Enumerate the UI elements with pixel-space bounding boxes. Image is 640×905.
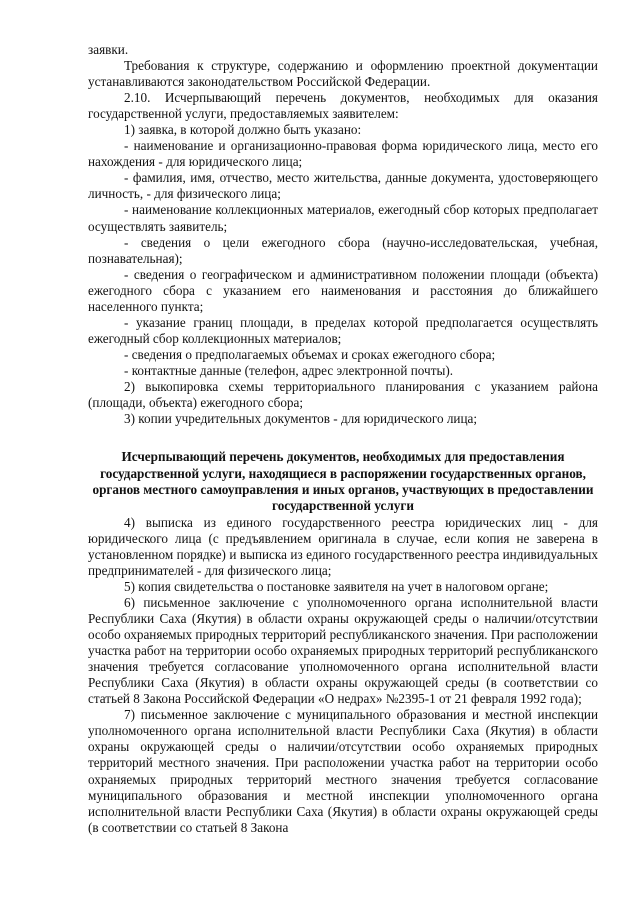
section-heading: Исчерпывающий перечень документов, необходимых для предоставления государственной услуги, находящиеся в распоряжении государственных органов, органов местного самоуправления и иных органов, участвующих в предоставлении государственной услуги bbox=[92, 449, 594, 514]
paragraph-list-top bbox=[88, 42, 598, 427]
paragraph: - фамилия, имя, отчество, место жительства, данные документа, удостоверяющего личность, - для физического лица; bbox=[88, 170, 598, 202]
paragraph-list-bottom bbox=[88, 515, 598, 836]
paragraph: 5) копия свидетельства о постановке заявителя на учет в налоговом органе; bbox=[124, 578, 549, 594]
paragraph: 4) выписка из единого государственного реестра юридических лиц - для юридического лица (с предъявлением оригинала в случае, если копия не заверена в установленном порядке) и выписка из единого государственного реестра индивидуальных предпринимателей - для физического лица; bbox=[88, 514, 598, 578]
paragraph: 6) письменное заключение с уполномоченного органа исполнительной власти Республики Саха (Якутия) в области охраны окружающей среды о наличии/отсутствии особо охраняемых природных территорий республиканского значения. При расположении участка работ на территории особо охраняемых природных территорий республиканского значения требуется согласование уполномоченного органа исполнительной власти Республики Саха (Якутия) в области охраны окружающей среды (в соответствии со статьей 8 Закона Российской Федерации «О недрах» №2395-1 от 21 февраля 1992 года); bbox=[88, 594, 598, 707]
paragraph: 2) выкопировка схемы территориального планирования с указанием района (площади, объекта) ежегодного сбора; bbox=[88, 378, 598, 411]
paragraph: 7) письменное заключение с муниципального образования и местной инспекции уполномоченного органа исполнительной власти Республики Саха (Якутия) в области охраны окружающей среды о наличии/отсутствии особо охраняемых природных территорий местного значения. При расположении участка работ на территории особо охраняемых природных территорий местного значения требуется согласование муниципального образования и местной инспекции уполномоченного органа исполнительной власти Республики Саха (Якутия) в области охраны окружающей среды (в соответствии со статьей 8 Закона bbox=[88, 707, 598, 835]
paragraph: - наименование и организационно-правовая форма юридического лица, место его нахождения - для юридического лица; bbox=[88, 138, 598, 170]
paragraph: - сведения о географическом и административном положении площади (объекта) ежегодного сбора с указанием его наименования и расстояния до ближайшего населенного пункта; bbox=[88, 266, 598, 314]
paragraph: 1) заявка, в которой должно быть указано: bbox=[124, 122, 362, 138]
paragraph: - указание границ площади, в пределах которой предполагается осуществлять ежегодный сбор коллекционных материалов; bbox=[88, 314, 598, 346]
paragraph: 2.10. Исчерпывающий перечень документов, необходимых для оказания государственной услуги, предоставляемых заявителем: bbox=[88, 90, 598, 122]
paragraph: - сведения о цели ежегодного сбора (научно-исследовательская, учебная, познавательная); bbox=[88, 234, 598, 266]
paragraph: заявки. bbox=[88, 42, 129, 57]
paragraph: - сведения о предполагаемых объемах и сроках ежегодного сбора; bbox=[124, 346, 496, 362]
paragraph: Требования к структуре, содержанию и оформлению проектной документации устанавливаются законодательством Российской Федерации. bbox=[88, 58, 598, 90]
paragraph: 3) копии учредительных документов - для юридического лица; bbox=[124, 411, 478, 427]
paragraph: - контактные данные (телефон, адрес электронной почты). bbox=[124, 362, 454, 378]
paragraph: - наименование коллекционных материалов, ежегодный сбор которых предполагает осуществлять заявитель; bbox=[88, 202, 598, 234]
